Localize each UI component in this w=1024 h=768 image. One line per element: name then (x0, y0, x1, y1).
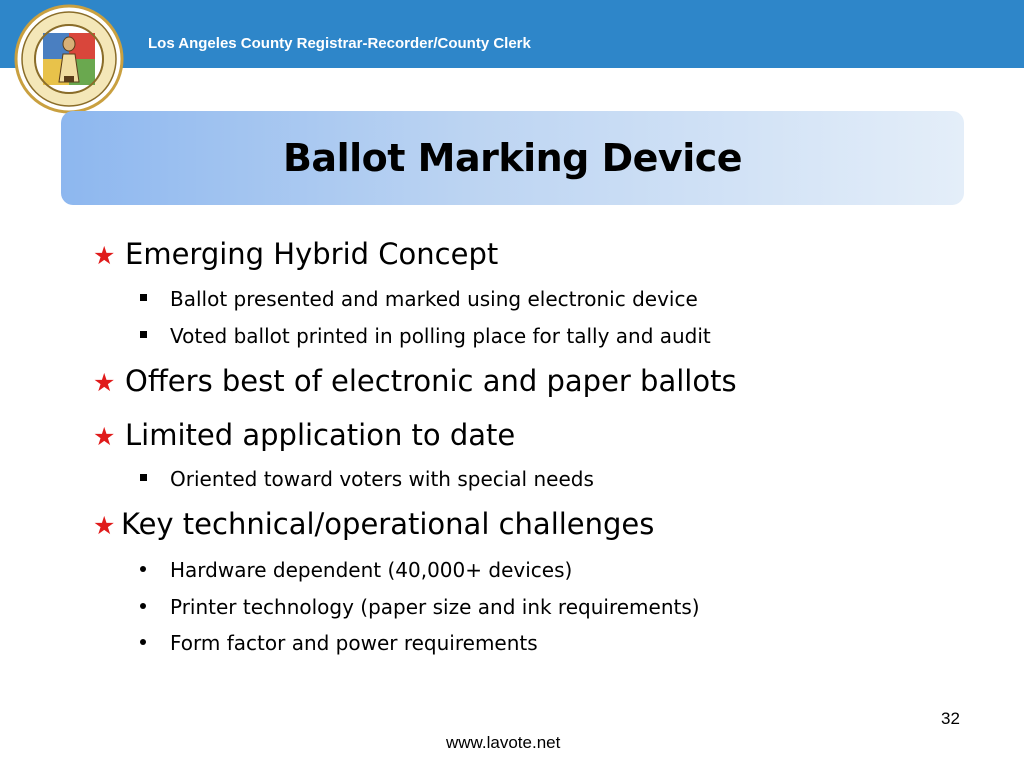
square-bullet-icon (140, 474, 147, 481)
slide-title: Ballot Marking Device (282, 136, 743, 180)
list-item: Oriented toward voters with special needs (140, 469, 594, 489)
square-bullet-icon (140, 331, 147, 338)
footer-url: www.lavote.net (446, 733, 561, 752)
dot-bullet-icon (140, 639, 146, 645)
star-icon: ★ (93, 422, 116, 451)
star-icon: ★ (93, 368, 116, 397)
dot-bullet-icon (140, 566, 146, 572)
list-item: Hardware dependent (40,000+ devices) (140, 560, 572, 580)
section-heading: ★ Emerging Hybrid Concept (93, 237, 499, 271)
dot-bullet-icon (140, 603, 146, 609)
list-item: Printer technology (paper size and ink requirements) (140, 597, 700, 617)
star-icon: ★ (93, 511, 116, 540)
page-number: 32 (941, 709, 960, 728)
section-heading: ★ Key technical/operational challenges (93, 507, 655, 541)
square-bullet-icon (140, 294, 147, 301)
list-item: Voted ballot printed in polling place for tally and audit (140, 326, 711, 346)
section-heading: ★ Offers best of electronic and paper ballots (93, 364, 737, 398)
section-heading: ★ Limited application to date (93, 418, 516, 452)
star-icon: ★ (93, 241, 116, 270)
list-item: Form factor and power requirements (140, 633, 538, 653)
header-org-name: Los Angeles County Registrar-Recorder/County Clerk (148, 35, 531, 52)
list-item: Ballot presented and marked using electronic device (140, 289, 698, 309)
